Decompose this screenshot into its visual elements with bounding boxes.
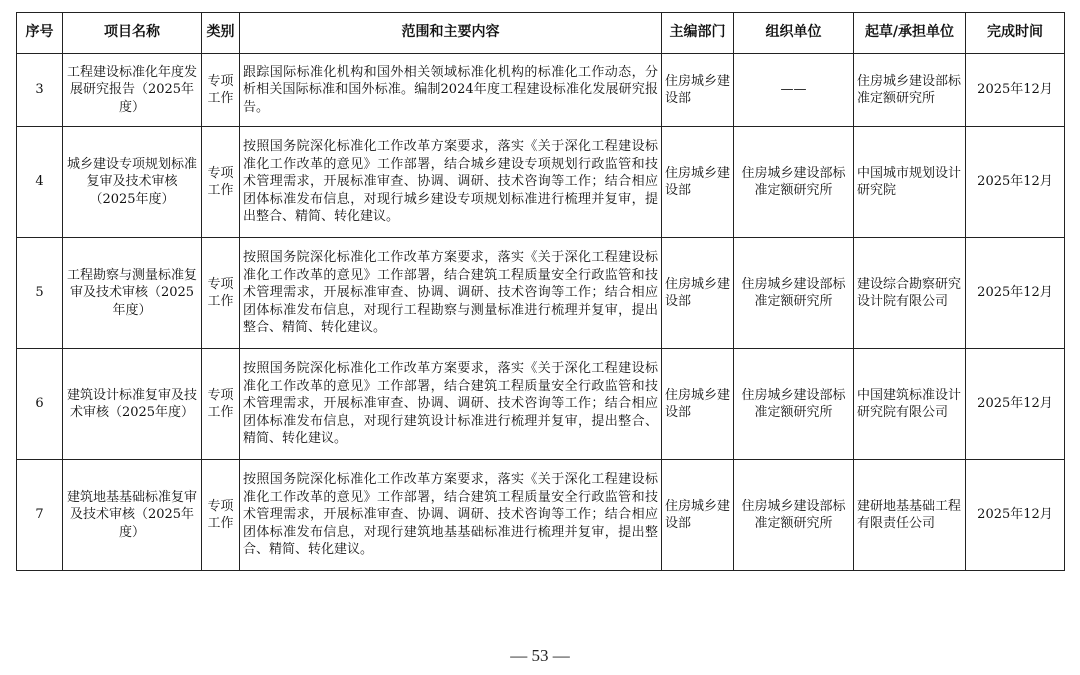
row-no: 4 (17, 127, 63, 238)
row-organizing-unit: 住房城乡建设部标准定额研究所 (734, 349, 854, 460)
table-header-row (17, 13, 1065, 54)
row-project-name: 建筑地基基础标准复审及技术审核（2025年度） (63, 460, 202, 571)
row-scope: 跟踪国际标准化机构和国外相关领域标准化机构的标准化工作动态，分析相关国际标准和国外标准。编制2024年度工程建设标准化发展研究报告。 (240, 54, 662, 127)
row-completion-date: 2025年12月 (966, 238, 1065, 349)
row-chief-dept: 住房城乡建设部 (662, 349, 734, 460)
page-number: — 53 — (510, 646, 570, 665)
row-scope: 按照国务院深化标准化工作改革方案要求，落实《关于深化工程建设标准化工作改革的意见》工作部署，结合城乡建设专项规划行政监管和技术管理需求，开展标准审查、协调、调研、技术咨询等工作；结合相应团体标准发布信息，对现行城乡建设专项规划标准进行梳理并复审，提出整合、精简、转化建议。 (240, 127, 662, 238)
row-no: 6 (17, 349, 63, 460)
row-project-name: 工程建设标准化年度发展研究报告（2025年度） (63, 54, 202, 127)
row-no: 3 (17, 54, 63, 127)
row-drafting-unit: 住房城乡建设部标准定额研究所 (854, 54, 966, 127)
row-type: 专项工作 (202, 460, 240, 571)
table-row (17, 127, 1065, 238)
header-completion-date: 完成时间 (966, 13, 1065, 54)
row-scope: 按照国务院深化标准化工作改革方案要求，落实《关于深化工程建设标准化工作改革的意见》工作部署，结合建筑工程质量安全行政监管和技术管理需求，开展标准审查、协调、调研、技术咨询等工作；结合相应团体标准发布信息，对现行建筑设计标准进行梳理并复审，提出整合、精简、转化建议。 (240, 349, 662, 460)
header-chief-dept: 主编部门 (662, 13, 734, 54)
row-no: 7 (17, 460, 63, 571)
row-project-name: 工程勘察与测量标准复审及技术审核（2025年度） (63, 238, 202, 349)
header-type: 类别 (202, 13, 240, 54)
row-chief-dept: 住房城乡建设部 (662, 238, 734, 349)
table-row (17, 238, 1065, 349)
row-organizing-unit: 住房城乡建设部标准定额研究所 (734, 238, 854, 349)
header-project-name: 项目名称 (63, 13, 202, 54)
row-organizing-unit: 住房城乡建设部标准定额研究所 (734, 460, 854, 571)
row-project-name: 城乡建设专项规划标准复审及技术审核（2025年度） (63, 127, 202, 238)
row-drafting-unit: 中国城市规划设计研究院 (854, 127, 966, 238)
row-chief-dept: 住房城乡建设部 (662, 54, 734, 127)
row-completion-date: 2025年12月 (966, 127, 1065, 238)
header-no: 序号 (17, 13, 63, 54)
header-scope: 范围和主要内容 (240, 13, 662, 54)
table-row (17, 460, 1065, 571)
row-type: 专项工作 (202, 127, 240, 238)
header-organizing-unit: 组织单位 (734, 13, 854, 54)
row-type: 专项工作 (202, 349, 240, 460)
row-type: 专项工作 (202, 238, 240, 349)
table-row (17, 349, 1065, 460)
header-drafting-unit: 起草/承担单位 (854, 13, 966, 54)
row-completion-date: 2025年12月 (966, 54, 1065, 127)
row-project-name: 建筑设计标准复审及技术审核（2025年度） (63, 349, 202, 460)
table-row (17, 54, 1065, 127)
row-organizing-unit: 住房城乡建设部标准定额研究所 (734, 127, 854, 238)
row-chief-dept: 住房城乡建设部 (662, 127, 734, 238)
standards-work-table (16, 12, 1065, 571)
row-completion-date: 2025年12月 (966, 460, 1065, 571)
row-drafting-unit: 中国建筑标准设计研究院有限公司 (854, 349, 966, 460)
row-drafting-unit: 建设综合勘察研究设计院有限公司 (854, 238, 966, 349)
row-completion-date: 2025年12月 (966, 349, 1065, 460)
row-scope: 按照国务院深化标准化工作改革方案要求，落实《关于深化工程建设标准化工作改革的意见》工作部署，结合建筑工程质量安全行政监管和技术管理需求，开展标准审查、协调、调研、技术咨询等工作；结合相应团体标准发布信息，对现行工程勘察与测量标准进行梳理并复审，提出整合、精简、转化建议。 (240, 238, 662, 349)
row-organizing-unit: —— (734, 54, 854, 127)
row-drafting-unit: 建研地基基础工程有限责任公司 (854, 460, 966, 571)
row-type: 专项工作 (202, 54, 240, 127)
row-scope: 按照国务院深化标准化工作改革方案要求，落实《关于深化工程建设标准化工作改革的意见》工作部署，结合建筑工程质量安全行政监管和技术管理需求，开展标准审查、协调、调研、技术咨询等工作；结合相应团体标准发布信息，对现行建筑地基基础标准进行梳理并复审，提出整合、精简、转化建议。 (240, 460, 662, 571)
row-chief-dept: 住房城乡建设部 (662, 460, 734, 571)
row-no: 5 (17, 238, 63, 349)
